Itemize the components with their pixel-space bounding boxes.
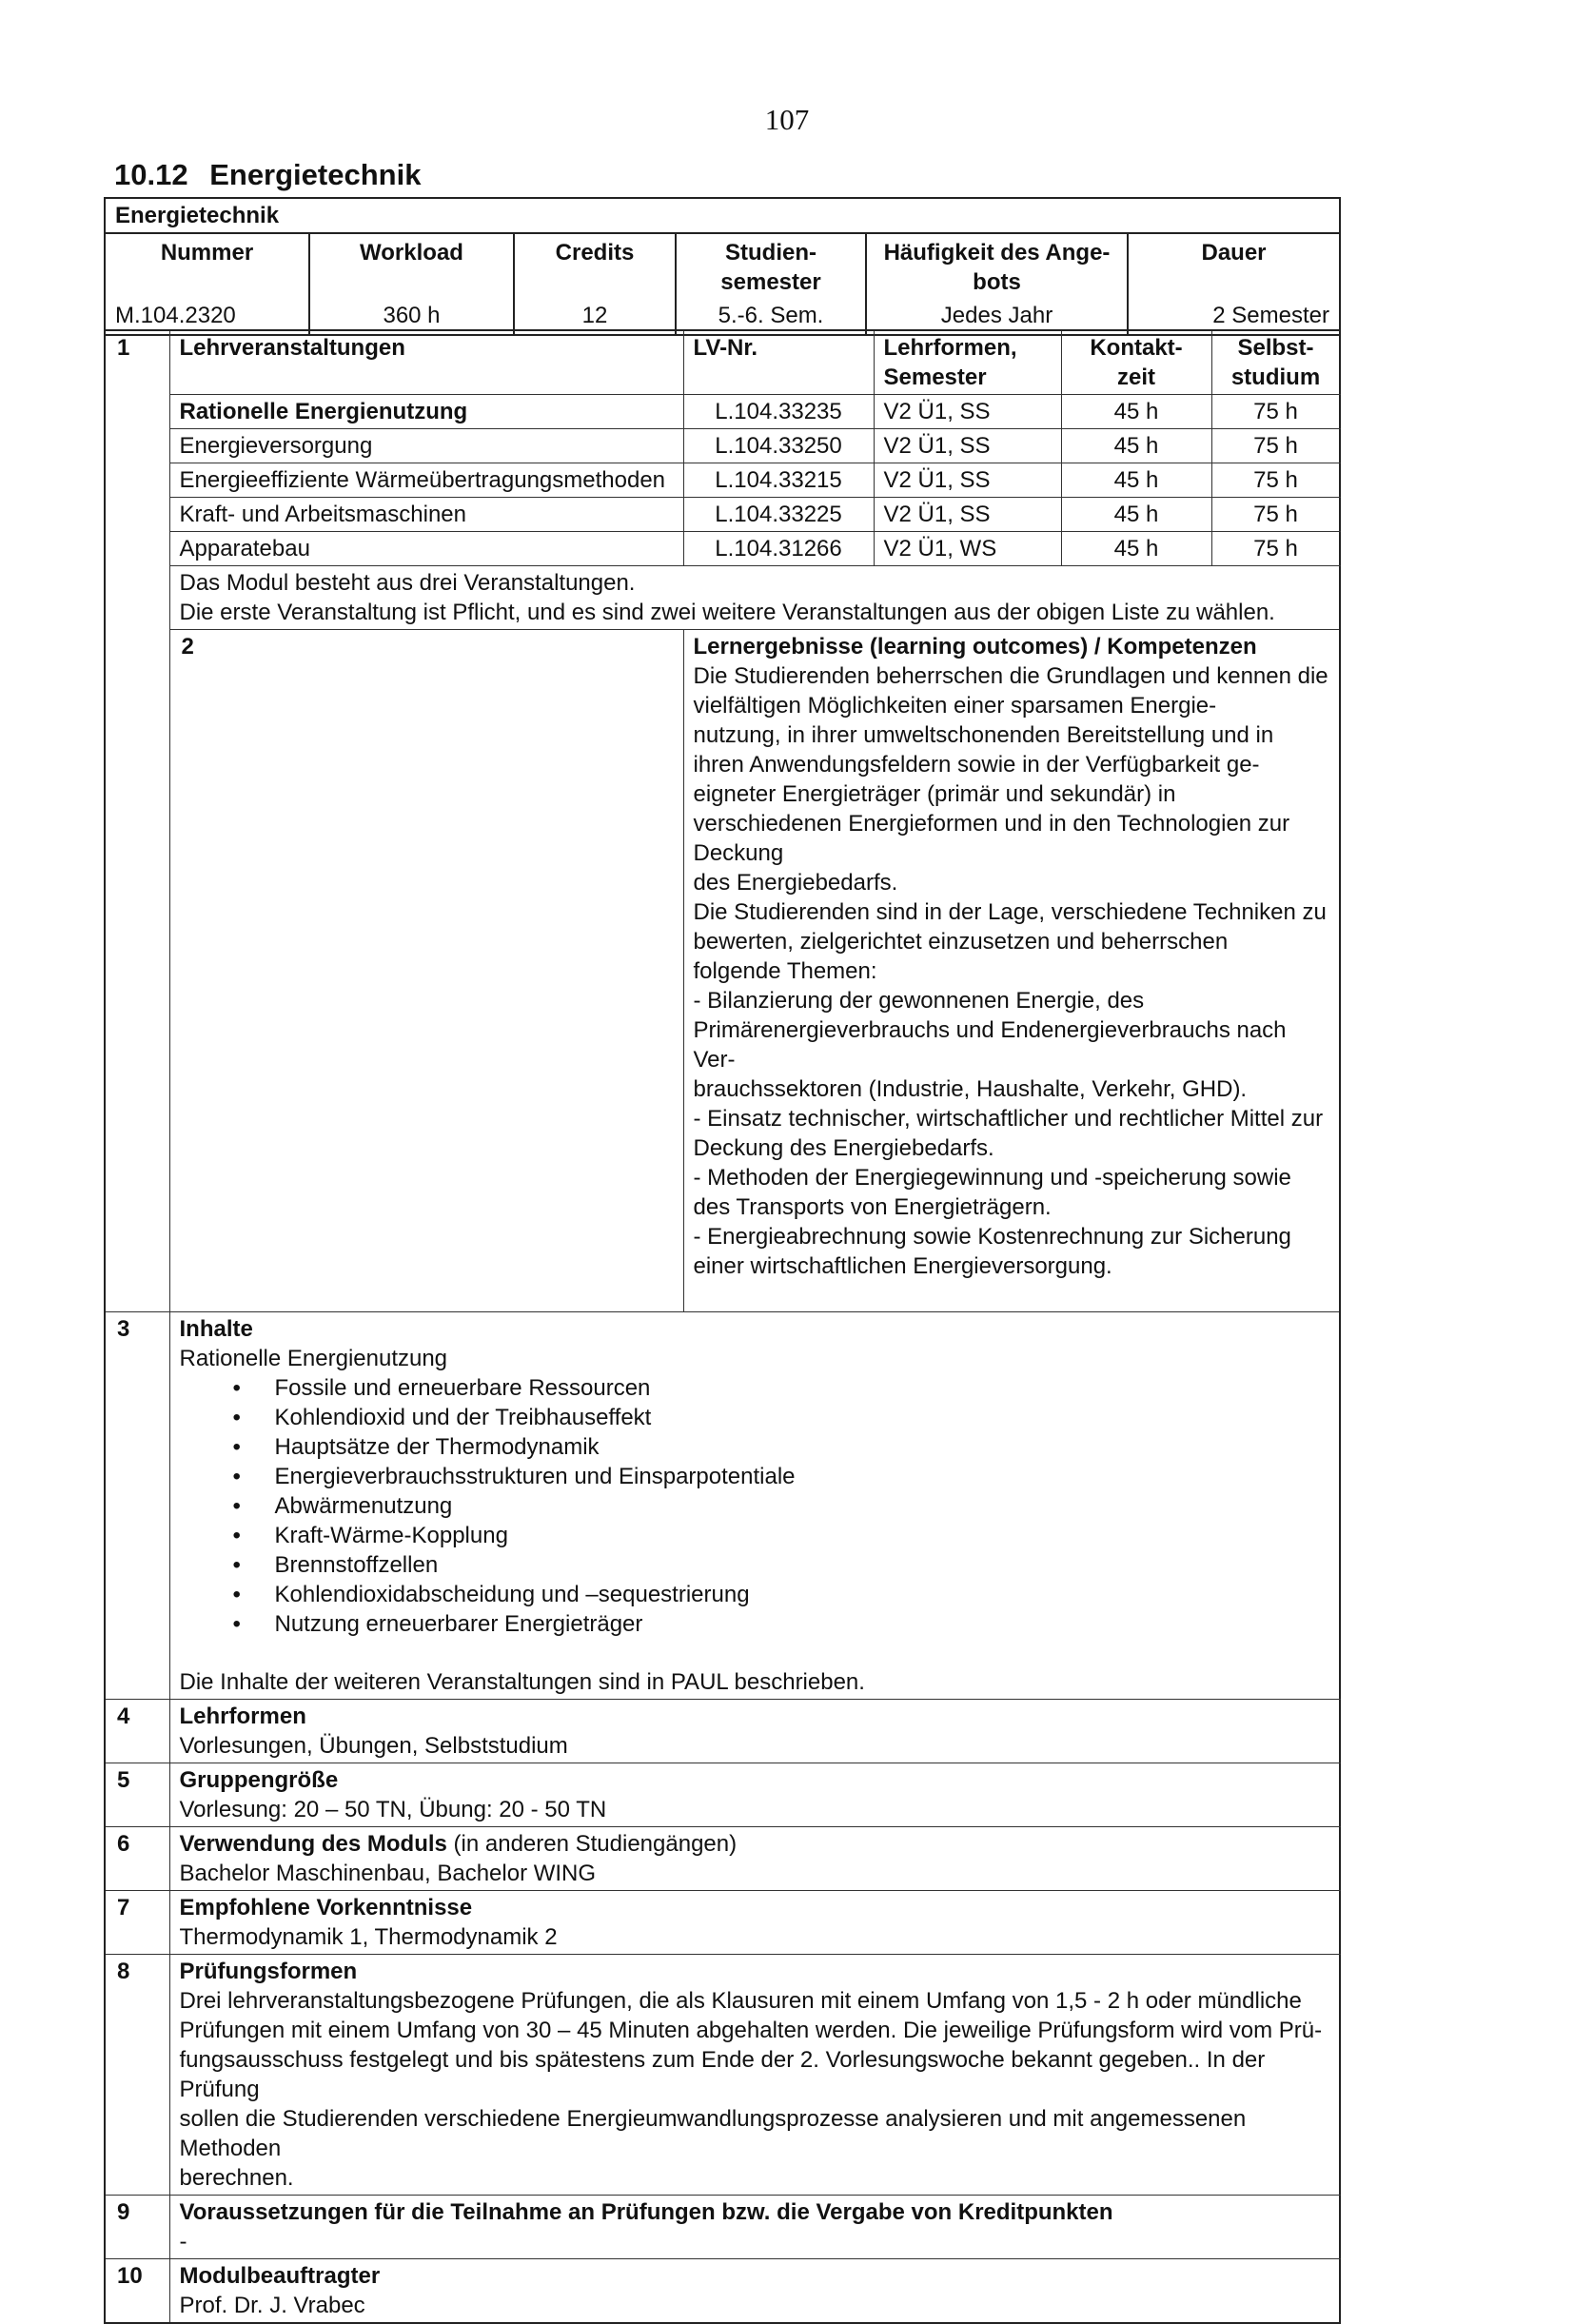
section-2-title: Lernergebnisse (learning outcomes) / Kompetenzen [693,634,1257,660]
course-kontaktzeit: 45 h [1061,463,1211,498]
value-studiensemester: 5.-6. Sem. [676,299,866,335]
col-header-kontaktzeit [1061,330,1211,395]
course-selbststudium: 75 h [1211,532,1340,566]
section-3-number: 3 [105,1312,169,1700]
section-2-line: - Methoden der Energiegewinnung und -speicherung sowie des Transports von Energieträgern. [693,1165,1291,1220]
section-3-content [169,1312,1340,1700]
section-1-title: Lehrveranstaltungen [169,330,683,395]
course-row [105,463,1340,498]
section-1-note [169,566,1340,630]
section-3-subtitle: Rationelle Energienutzung [179,1346,448,1371]
section-2-line: des Energiebedarfs. [693,870,898,896]
header-credits: Credits [514,233,676,299]
list-item: • Hauptsätze der Thermodynamik [275,1432,1330,1462]
section-3-bullet-list [180,1373,1330,1639]
section-2-line: nutzung, in ihrer umweltschonenden Bereitstellung und in ihren Anwendungsfeldern sowie in der Verfügbarkeit ge- [693,722,1274,778]
header-dauer: Dauer [1128,233,1340,299]
list-item: • Abwärmenutzung [275,1491,1330,1521]
col-header-selbststudium-line2: studium [1230,364,1321,390]
course-row [105,532,1340,566]
list-item: • Kohlendioxidabscheidung und –sequestrierung [275,1580,1330,1609]
section-1-note-line2: Die erste Veranstaltung ist Pflicht, und es sind zwei weitere Veranstaltungen aus der obigen Liste zu wählen. [179,600,1275,625]
section-2-number: 2 [169,630,683,1312]
course-kontaktzeit: 45 h [1061,532,1211,566]
section-8-content [169,1955,1340,2196]
header-haeufigkeit-line2: bots [973,269,1021,295]
course-row [105,498,1340,532]
course-selbststudium: 75 h [1211,463,1340,498]
section-9-text: - [179,2229,187,2255]
course-kontaktzeit: 45 h [1061,498,1211,532]
section-2-line: - Bilanzierung der gewonnenen Energie, des Primärenergieverbrauchs und Endenergieverbrauchs nach Ver- [693,988,1287,1073]
course-kontaktzeit: 45 h [1061,395,1211,429]
section-2-line: eigneter Energieträger (primär und sekundär) in verschiedenen Energieformen und in den Technologien zur Deckung [693,781,1290,866]
section-heading-title: Energietechnik [209,158,422,191]
header-haeufigkeit-line1: Häufigkeit des Ange- [883,240,1111,266]
list-item: • Nutzung erneuerbarer Energieträger [275,1609,1330,1639]
section-7-content [169,1891,1340,1955]
section-5-title: Gruppengröße [179,1767,339,1793]
value-workload: 360 h [309,299,514,335]
course-name: Apparatebau [169,532,683,566]
course-name: Energieeffiziente Wärmeübertragungsmethoden [169,463,683,498]
header-studiensemester-line2: semester [720,269,821,295]
course-selbststudium: 75 h [1211,395,1340,429]
value-credits: 12 [514,299,676,335]
section-6-text: Bachelor Maschinenbau, Bachelor WING [179,1861,597,1886]
module-overview-table [104,197,1341,336]
section-5-number: 5 [105,1763,169,1827]
course-name: Rationelle Energienutzung [169,395,683,429]
section-6-title: Verwendung des Moduls [179,1831,447,1857]
value-nummer: M.104.2320 [105,299,309,335]
col-header-lvnr: LV-Nr. [683,330,874,395]
course-lvnr: L.104.33235 [683,395,874,429]
list-item: • Kohlendioxid und der Treibhauseffekt [275,1403,1330,1432]
course-row [105,429,1340,463]
list-item: • Fossile und erneuerbare Ressourcen [275,1373,1330,1403]
col-header-lehrformen [874,330,1061,395]
course-name: Kraft- und Arbeitsmaschinen [169,498,683,532]
section-2-line: Die Studierenden beherrschen die Grundlagen und kennen die vielfältigen Möglichkeiten einer sparsamen Energie- [693,663,1328,719]
section-2-line: folgende Themen: [693,958,877,984]
course-lvnr: L.104.31266 [683,532,874,566]
section-9-title: Voraussetzungen für die Teilnahme an Prüfungen bzw. die Vergabe von Kreditpunkten [179,2199,1113,2225]
section-8-number: 8 [105,1955,169,2196]
col-header-kontaktzeit-line2: zeit [1116,364,1155,390]
section-6-title-suffix: (in anderen Studiengängen) [446,1831,738,1857]
course-lvnr: L.104.33215 [683,463,874,498]
list-item: • Energieverbrauchsstrukturen und Einsparpotentiale [275,1462,1330,1491]
course-selbststudium: 75 h [1211,429,1340,463]
section-7-title: Empfohlene Vorkenntnisse [179,1895,473,1920]
section-9-content [169,2196,1340,2259]
section-8-line: fungsausschuss festgelegt und bis spätestens zum Ende der 2. Vorlesungswoche bekannt gegeben.. In der Prüfung [179,2047,1266,2102]
col-header-lehrformen-line1: Lehrformen, [883,335,1017,361]
section-1-number: 1 [105,330,169,1312]
section-5-text: Vorlesung: 20 – 50 TN, Übung: 20 - 50 TN [179,1797,607,1822]
section-2-line: Die Studierenden sind in der Lage, verschiedene Techniken zu bewerten, zielgerichtet einzusetzen und beherrschen [693,899,1327,955]
section-3-footer: Die Inhalte der weiteren Veranstaltungen sind in PAUL beschrieben. [179,1669,865,1695]
section-7-text: Thermodynamik 1, Thermodynamik 2 [179,1924,558,1950]
section-2-line: - Einsatz technischer, wirtschaftlicher und rechtlicher Mittel zur Deckung des Energiebedarfs. [693,1106,1324,1161]
course-lehrform: V2 Ü1, SS [874,498,1061,532]
section-heading-number: 10.12 [114,158,188,191]
course-row [105,395,1340,429]
section-6-number: 6 [105,1827,169,1891]
course-lvnr: L.104.33250 [683,429,874,463]
header-studiensemester-line1: Studien- [725,240,817,266]
header-nummer: Nummer [105,233,309,299]
section-10-title: Modulbeauftragter [179,2263,381,2289]
value-dauer: 2 Semester [1128,299,1340,335]
section-10-number: 10 [105,2259,169,2324]
section-2-line: - Energieabrechnung sowie Kostenrechnung zur Sicherung einer wirtschaftlichen Energieversorgung. [693,1224,1291,1279]
section-8-line: berechnen. [179,2165,294,2191]
value-haeufigkeit: Jedes Jahr [866,299,1128,335]
header-workload: Workload [309,233,514,299]
section-8-line: Drei lehrveranstaltungsbezogene Prüfungen, die als Klausuren mit einem Umfang von 1,5 - 2 h oder mündliche [179,1988,1302,2014]
list-item: • Brennstoffzellen [275,1550,1330,1580]
section-6-content [169,1827,1340,1891]
course-lehrform: V2 Ü1, SS [874,395,1061,429]
course-lehrform: V2 Ü1, SS [874,463,1061,498]
section-7-number: 7 [105,1891,169,1955]
course-lehrform: V2 Ü1, WS [874,532,1061,566]
section-5-content [169,1763,1340,1827]
course-kontaktzeit: 45 h [1061,429,1211,463]
section-1-note-line1: Das Modul besteht aus drei Veranstaltungen. [179,570,636,596]
course-name: Energieversorgung [169,429,683,463]
section-8-line: Prüfungen mit einem Umfang von 30 – 45 Minuten abgehalten werden. Die jeweilige Prüfungsform wird vom Prü- [179,2018,1323,2043]
course-lvnr: L.104.33225 [683,498,874,532]
col-header-kontaktzeit-line1: Kontakt- [1090,335,1183,361]
section-2-content [683,630,1340,1312]
section-4-content [169,1700,1340,1763]
module-name: Energietechnik [105,198,1340,233]
section-9-number: 9 [105,2196,169,2259]
section-8-line: sollen die Studierenden verschiedene Energieumwandlungsprozesse analysieren und mit angemessenen Methoden [179,2106,1247,2161]
section-2-line: brauchssektoren (Industrie, Haushalte, Verkehr, GHD). [693,1076,1248,1102]
section-4-number: 4 [105,1700,169,1763]
col-header-lehrformen-line2: Semester [883,364,987,390]
section-8-title: Prüfungsformen [179,1959,358,1984]
section-6-heading [180,1829,1330,1859]
header-haeufigkeit [866,233,1128,299]
section-10-text: Prof. Dr. J. Vrabec [179,2293,365,2318]
course-selbststudium: 75 h [1211,498,1340,532]
list-item: • Kraft-Wärme-Kopplung [275,1521,1330,1550]
header-studiensemester [676,233,866,299]
section-4-title: Lehrformen [179,1704,306,1729]
section-heading [114,158,421,192]
col-header-selbststudium-line1: Selbst- [1237,335,1314,361]
section-10-content [169,2259,1340,2324]
module-description-table [104,329,1341,2324]
course-lehrform: V2 Ü1, SS [874,429,1061,463]
section-4-text: Vorlesungen, Übungen, Selbststudium [179,1733,568,1759]
section-3-title: Inhalte [179,1316,253,1342]
page-number: 107 [764,103,810,136]
col-header-selbststudium [1211,330,1340,395]
